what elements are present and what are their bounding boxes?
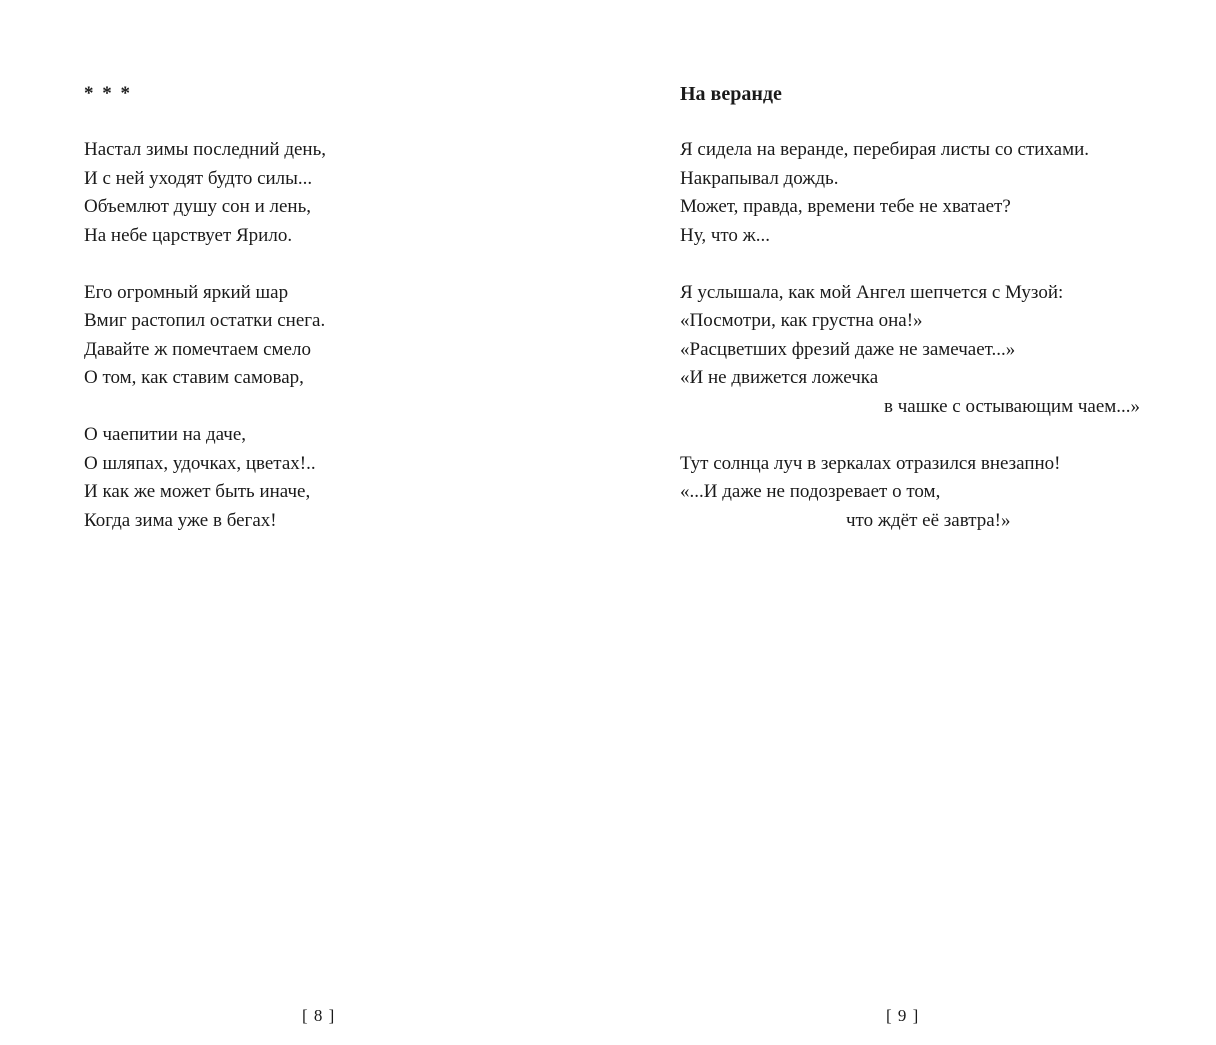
poem-line: «И не движется ложечка (680, 367, 879, 388)
poem-line-indented: в чашке с остывающим чаем...» (884, 395, 1141, 417)
poem-line: «Посмотри, как грустна она!» (680, 310, 923, 331)
poem-line: Ну, что ж... (680, 224, 771, 246)
stanza-3 (680, 450, 1160, 536)
stanza-3 (84, 421, 326, 535)
poem-line: И как же может быть иначе, (84, 481, 311, 502)
stanza-2 (680, 279, 1160, 422)
poem-line: Когда зима уже в бегах! (84, 509, 277, 531)
stanza-1 (680, 136, 1160, 250)
poem-line: Я сидела на веранде, перебирая листы со стихами. (680, 139, 1090, 160)
poem-title: На веранде (680, 83, 782, 105)
poem-line: «Расцветших фрезий даже не замечает...» (680, 338, 1016, 360)
stanza-1 (84, 136, 326, 250)
poem-winter (84, 80, 326, 564)
poem-line: Тут солнца луч в зеркалах отразился внезапно! (680, 452, 1061, 474)
poem-line: Вмиг растопил остатки снега. (84, 310, 326, 331)
poem-line: Накрапывал дождь. (680, 167, 839, 189)
poem-line: На небе царствует Ярило. (84, 224, 293, 246)
poem-line: О чаепитии на даче, (84, 424, 247, 445)
poem-line: Может, правда, времени тебе не хватает? (680, 196, 1011, 217)
poem-title-asterisks: * * * (84, 83, 132, 104)
poem-line: Я услышала, как мой Ангел шепчется с Музой: (680, 281, 1064, 303)
poem-line: О том, как ставим самовар, (84, 367, 304, 388)
poem-line: Настал зимы последний день, (84, 139, 327, 160)
poem-line: И с ней уходят будто силы... (84, 167, 313, 189)
stanza-2 (84, 279, 326, 393)
right-page (608, 0, 1216, 1045)
poem-veranda (680, 80, 1160, 564)
poem-line: Давайте ж помечтаем смело (84, 338, 311, 360)
page-number: [ 8 ] (302, 1006, 336, 1025)
poem-line-indented: что ждёт её завтра!» (846, 509, 1011, 531)
page-number: [ 9 ] (886, 1006, 920, 1025)
poem-line: «...И даже не подозревает о том, (680, 481, 941, 502)
poem-line: Объемлют душу сон и лень, (84, 196, 311, 217)
poem-line: О шляпах, удочках, цветах!.. (84, 452, 316, 474)
poem-line: Его огромный яркий шар (84, 281, 289, 303)
